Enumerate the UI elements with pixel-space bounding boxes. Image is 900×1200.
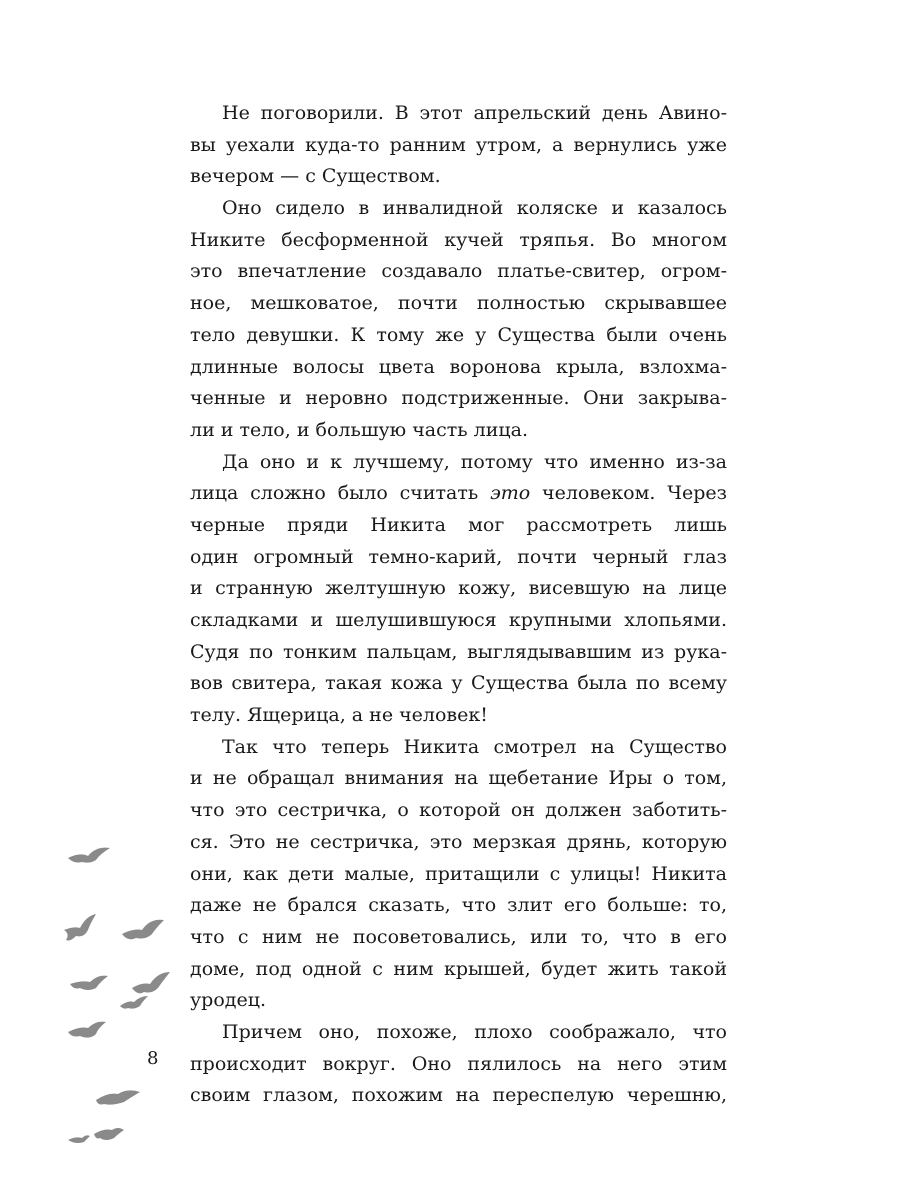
text-line: вечером — с Существом.	[190, 165, 441, 188]
text-line: Никите бесформенной кучей тряпья. Во многом	[190, 228, 727, 251]
text-line: что это сестричка, о которой он должен заботить-	[190, 799, 727, 822]
text-line: вы уехали куда-то ранним утром, а вернулись уже	[190, 133, 727, 156]
text-line: телу. Ящерица, а не человек!	[190, 704, 488, 727]
text-line: уродец.	[190, 989, 266, 1012]
text-line: происходит вокруг. Оно пялилось на него этим	[190, 1052, 727, 1075]
birds-illustration	[0, 830, 190, 1160]
text-line: Судя по тонким пальцам, выглядывавшим из рука-	[190, 640, 727, 663]
text-line: своим глазом, похожим на переспелую черешню,	[190, 1084, 727, 1107]
bird-icon	[64, 914, 96, 941]
text-line: доме, под одной с ним крышей, будет жить такой	[190, 957, 727, 980]
text-line: даже не брался сказать, что злит его больше: то,	[190, 894, 727, 917]
text-line: Не поговорили. В этот апрельский день Авино-	[222, 102, 727, 124]
text-line: складками и шелушившуюся крупными хлопьями.	[190, 609, 727, 631]
text-line: тело девушки. К тому же у Существа были очень	[190, 323, 727, 346]
text-line: Оно сидело в инвалидной коляске и казалось	[222, 197, 727, 220]
text-line: ли и тело, и большую часть лица.	[190, 418, 528, 441]
bird-icon	[120, 996, 148, 1009]
bird-icon	[68, 848, 110, 863]
emphasized-word: это	[490, 482, 531, 505]
text-line: ченные и неровно подстриженные. Они закрыва-	[190, 387, 727, 410]
text-line: длинные волосы цвета воронова крыла, взлохма-	[190, 355, 727, 378]
text-line: это впечатление создавало платье-свитер, огром-	[190, 260, 727, 283]
bird-icon	[68, 1135, 90, 1143]
body-text	[190, 98, 727, 1112]
text-line: они, как дети малые, притащили с улицы! Никита	[190, 862, 727, 885]
text-line: вов свитера, такая кожа у Существа была по всему	[190, 672, 727, 695]
text-line: ное, мешковатое, почти полностью скрывавшее	[190, 292, 727, 315]
text-fragment: человеком. Через	[530, 482, 727, 505]
bird-icon	[132, 972, 170, 993]
text-line: Так что теперь Никита смотрел на Существо	[222, 735, 727, 758]
text-line	[190, 478, 727, 510]
text-fragment: лица сложно было считать	[190, 482, 491, 505]
page-number: 8	[147, 1048, 159, 1069]
text-line: один огромный темно-карий, почти черный глаз	[190, 545, 727, 568]
text-line: Причем оно, похоже, плохо соображало, что	[222, 1020, 727, 1043]
bird-icon	[96, 1090, 140, 1104]
bird-icon	[122, 920, 164, 940]
text-line: ся. Это не сестричка, это мерзкая дрянь, которую	[190, 830, 727, 853]
bird-icon	[68, 1022, 106, 1038]
text-line: черные пряди Никита мог рассмотреть лишь	[190, 513, 727, 536]
bird-icon	[94, 1128, 124, 1140]
text-line: и странную желтушную кожу, висевшую на лице	[190, 577, 727, 600]
text-line: что с ним не посоветовались, или то, что в его	[190, 925, 727, 948]
text-line: Да оно и к лучшему, потому что именно из-за	[222, 450, 727, 473]
text-line: и не обращал внимания на щебетание Иры о том,	[190, 767, 727, 790]
bird-icon	[70, 976, 108, 990]
